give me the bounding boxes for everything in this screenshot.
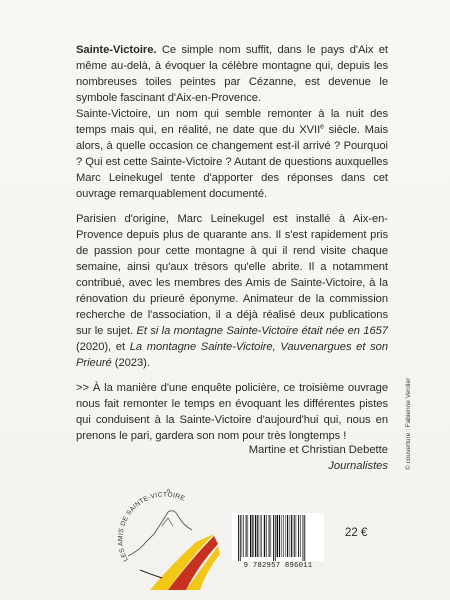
author-text-end: (2023).: [111, 357, 150, 369]
origin-text-end: siècle. Mais alors, à quelle occasion ce changement est-il arrivé ? Pourquoi ? Qui est cette Sainte-Victoire ? Autant de questions auxquelles Marc Leinekugel tente d'apporter des réponses dans cet ouvrage remarquablement documenté.: [76, 124, 388, 200]
barcode-bar: [291, 515, 292, 557]
paragraph-name-origin: [76, 106, 388, 202]
barcode-bar: [298, 515, 299, 557]
intro-text: Ce simple nom suffit, dans le pays d'Aix et même au-delà, à évoquer la célèbre montagne qui, depuis les nombreuses toiles peintes par Cézanne, est devenue le symbole fascinant d'Aix-en-Provence.: [76, 44, 388, 104]
association-logo: [110, 482, 230, 592]
signature: [249, 442, 388, 474]
publication-title-1: Et si la montagne Sainte-Victoire était née en 1657: [136, 325, 388, 337]
paragraph-author: [76, 211, 388, 371]
barcode-bar: [260, 515, 261, 557]
barcode-bar: [283, 515, 284, 557]
barcode-bar: [279, 515, 280, 557]
svg-text:LES AMIS DE SAINTE-VICTOIRE: [117, 491, 186, 562]
barcode-bar: [304, 515, 305, 561]
barcode-bar: [269, 515, 270, 557]
signature-role: Journalistes: [328, 460, 388, 472]
barcode-bar: [250, 515, 251, 557]
price: 22 €: [345, 527, 368, 539]
barcode-bar: [252, 515, 253, 557]
origin-text-start: Sainte-Victoire, un nom qui semble remonter à la nuit des temps mais qui, en réalité, ne date que du XVII: [76, 108, 388, 136]
back-cover-text: [76, 42, 388, 444]
barcode-bar: [300, 515, 301, 557]
barcode-bar: [277, 515, 278, 557]
barcode-bar: [248, 515, 249, 557]
barcode-bar: [287, 515, 288, 557]
barcode-bar: [286, 515, 287, 557]
barcode-bar: [266, 515, 267, 557]
barcode-bar: [271, 515, 272, 557]
barcode-bar: [264, 515, 265, 557]
barcode-bar: [242, 515, 243, 557]
century-superscript: e: [320, 123, 324, 131]
barcode-bar: [255, 515, 256, 557]
signature-names: Martine et Christian Debette: [248, 444, 388, 456]
barcode-bar: [273, 515, 274, 561]
barcode: [232, 513, 324, 561]
barcode-bar: [240, 515, 241, 561]
barcode-bar: [290, 515, 291, 557]
barcode-bar: [296, 515, 297, 557]
barcode-bar: [243, 515, 244, 557]
barcode-bar: [275, 515, 276, 561]
barcode-bars: [232, 513, 324, 561]
paragraph-intro: [76, 42, 388, 106]
barcode-bar: [257, 515, 258, 557]
barcode-bar: [246, 515, 247, 557]
author-text-mid: (2020), et: [76, 341, 130, 353]
barcode-bar: [303, 515, 304, 561]
barcode-bar: [261, 515, 262, 557]
author-text: Parisien d'origine, Marc Leinekugel est installé à Aix-en-Provence depuis plus de quarante ans. Il s'est rapidement pris de passion pour cette montagne à qui il rend visite chaque semaine, ainsi qu'aux trésors qu'elle abrite. Il a notamment contribué, avec les membres des Amis de Sainte-Victoire, à la rénovation du prieuré éponyme. Animateur de la commission recherche de l'association, il a déjà réalisé deux publications sur le sujet.: [76, 213, 388, 337]
cover-credit: © couverture : Fabienne Verdier: [405, 377, 412, 470]
logo-arc-text: LES AMIS DE SAINTE-VICTOIRE: [117, 491, 186, 563]
isbn-number: 9 782957 896011: [243, 562, 313, 570]
barcode-bar: [238, 515, 239, 561]
intro-title: Sainte-Victoire.: [76, 44, 157, 56]
barcode-bar: [294, 515, 295, 557]
paragraph-pitch: >> À la manière d'une enquête policière, ce troisième ouvrage nous fait remonter le temps en évoquant les différentes pistes qui conduisent à la Sainte-Victoire d'aujourd'hui qui, nous en prenons le pari, gardera son nom pour très longtemps !: [76, 382, 388, 442]
barcode-bar: [282, 515, 283, 557]
publication-title-2: La montagne Sainte-Victoire, Vauvenargues et son Prieuré: [76, 341, 388, 369]
